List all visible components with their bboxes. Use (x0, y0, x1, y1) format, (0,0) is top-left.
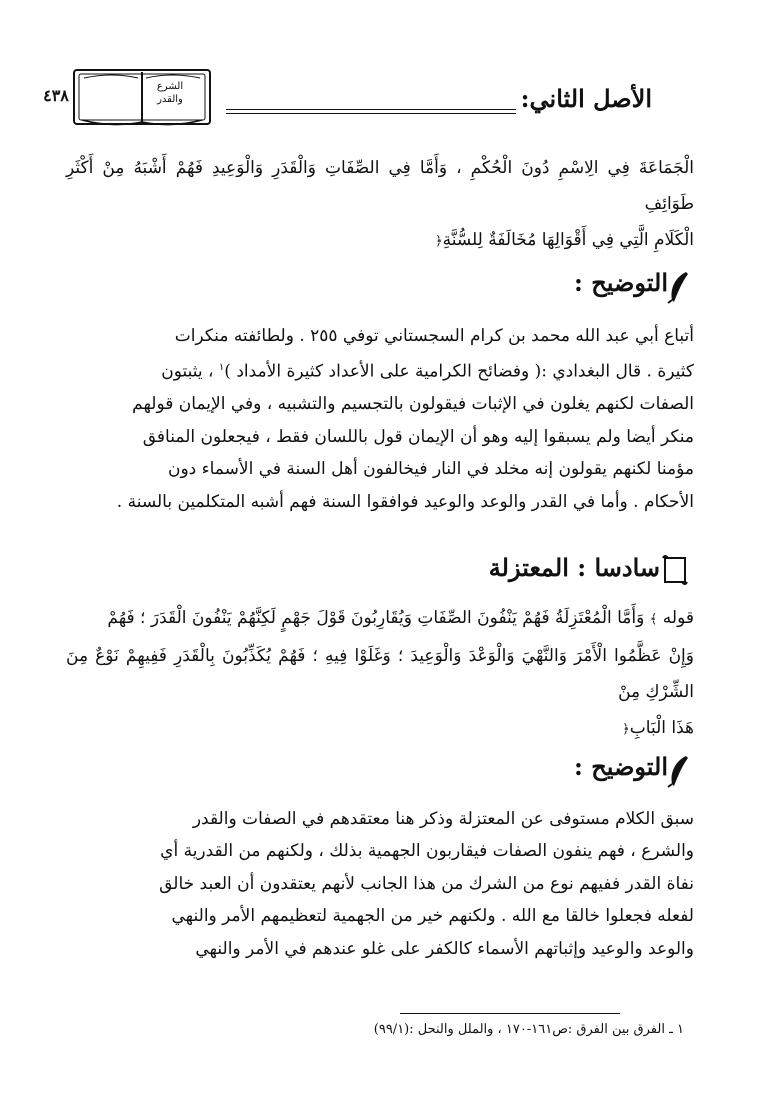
quote-line (66, 222, 694, 260)
text-line: نفاة القدر ففيهم نوع من الشرك من هذا الجانب لأنهم يعتقدون أن العبد خالق (159, 873, 694, 894)
open-bracket: ﴾ (649, 612, 658, 627)
footnote: ١ ـ الفرق بين الفرق :ص١٦١-١٧٠ ، والملل والنحل :(٩٩/١) (373, 1022, 684, 1037)
footnote-rule (400, 1013, 620, 1014)
quote-line (66, 710, 694, 748)
quote-line-1: وَأَمَّا الْمُعْتَزِلَةُ فَهُمْ يَنْفُونَ الصِّفَاتِ وَيُقَارِبُونَ قَوْلَ جَهْمٍ لَكِنَّهُمْ يَنْفُونَ الْقَدَرَ ؛ فَهُمْ (107, 608, 645, 628)
close-bracket: ﴿ (434, 234, 443, 249)
text-line: الصفات لكنهم يغلون في الإثبات فيقولون بالتجسيم والتشبيه ، وفي الإيمان قولهم (132, 394, 694, 415)
text-line: الأحكام . وأما في القدر والوعد والوعيد فوافقوا السنة فهم أشبه المتكلمين بالسنة . (116, 491, 694, 512)
text-line: والشرع ، فهم ينفون الصفات فيقاربون الجهمية بذلك ، ولكنهم من القدرية أي (160, 841, 694, 862)
section3-paragraph (66, 803, 694, 965)
footnote-ref[interactable]: ١ (218, 362, 225, 374)
close-bracket: ﴿ (622, 722, 630, 737)
scroll-icon (660, 554, 690, 586)
text-line-2: كثيرة . قال البغدادي :( وفضائح الكرامية على الأعداد كثيرة الأمداد ) (224, 362, 694, 383)
section-heading-3 (574, 752, 668, 781)
text-line (66, 352, 694, 388)
quote-line: وَإِنْ عَظَّمُوا الْأَمْرَ وَالنَّهْيَ وَالْوَعْدَ وَالْوَعِيدَ ؛ وَغَلَوْا فِيهِ ؛ فَهُمْ يُكَذِّبُونَ بِالْقَدَرِ فَفِيهِمْ نَوْعٌ مِنَ الشِّرْكِ مِنْ (66, 646, 694, 702)
chapter-title: الأصل الثاني: (520, 84, 652, 113)
badge-line-2: والقدر (157, 94, 183, 105)
text-line: مؤمنا لكنهم يقولون إنه مخلد في النار فيخالفون أهل السنة في الأسماء دون (167, 459, 694, 480)
feather-quill-icon (666, 270, 692, 304)
text-line: لفعله فجعلوا خالقا مع الله . ولكنهم خير من الجهمية لتعظيمهم الأمر والنهي (171, 906, 694, 927)
text-line: سبق الكلام مستوفى عن المعتزلة وذكر هنا معتقدهم في الصفات والقدر (192, 809, 694, 829)
badge-label (140, 80, 200, 106)
heading-text: سادسا : المعتزلة (488, 553, 660, 582)
section-heading-1 (574, 268, 668, 297)
quote-line-3: هَذَا الْبَابِ (629, 718, 694, 738)
heading-text: التوضيح : (574, 268, 668, 297)
page-number: ٤٣٨ (43, 86, 69, 105)
header-rule (226, 109, 516, 114)
text-line-2-tail: ، يثبتون (161, 362, 214, 383)
quote-intro: قوله (662, 608, 694, 628)
heading-text: التوضيح : (574, 752, 668, 781)
section1-paragraph (66, 320, 694, 518)
text-line: والوعد والوعيد وإثباتهم الأسماء كالكفر على غلو عندهم في الأمر والنهي (195, 938, 694, 959)
intro-quote (66, 150, 694, 260)
section-heading-2 (489, 553, 660, 582)
quote-line: الْجَمَاعَةَ فِي الِاسْمِ دُونَ الْحُكْمِ ، وَأَمَّا فِي الصِّفَاتِ وَالْقَدَرِ وَالْوَعِيدِ فَهُمْ أَشْبَهُ مِنْ أَكْثَرِ طَوَائِفِ (66, 158, 694, 214)
badge-line-1: الشرع (156, 81, 184, 92)
feather-quill-icon (666, 754, 692, 788)
text-line: منكر أيضا ولم يسبقوا إليه وهو أن الإيمان قول باللسان فقط ، فيجعلون المنافق (142, 426, 694, 447)
quote-line (66, 600, 694, 638)
text-line: أتباع أبي عبد الله محمد بن كرام السجستاني توفي ٢٥٥ . ولطائفته منكرات (174, 326, 694, 346)
section2-quote (66, 600, 694, 748)
quote-line-2: الْكَلَامِ الَّتِي فِي أَقْوَالِهَا مُخَالَفَةٌ لِلسُّنَّةِ (442, 230, 694, 250)
